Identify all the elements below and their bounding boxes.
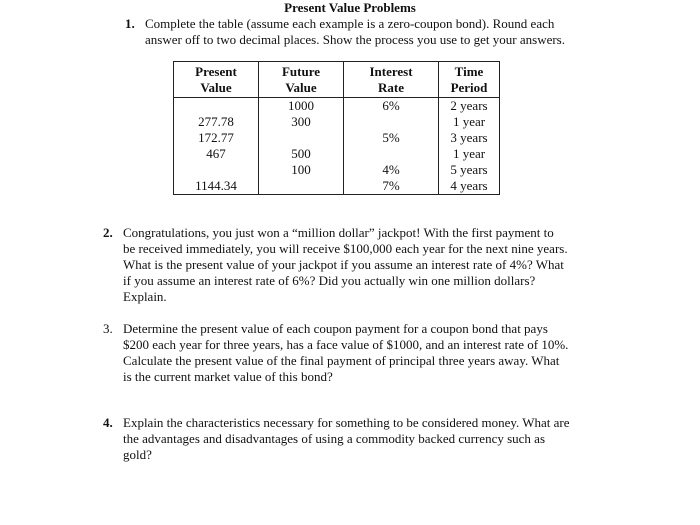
cell-time-period: 5 years — [439, 162, 500, 178]
question-4-line: Explain the characteristics necessary for something to be considered money. What are — [123, 415, 570, 430]
cell-time-period: 1 year — [439, 114, 500, 130]
table-row — [174, 114, 500, 130]
table-row — [174, 162, 500, 178]
cell-interest-rate — [344, 114, 439, 130]
question-1-line-1: Complete the table (assume each example is a zero-coupon bond). Round each — [145, 16, 555, 31]
cell-present-value: 277.78 — [174, 114, 259, 130]
cell-present-value — [174, 162, 259, 178]
cell-interest-rate: 4% — [344, 162, 439, 178]
cell-time-period: 4 years — [439, 178, 500, 195]
question-3-number: 3. — [103, 321, 113, 336]
header-time-period: Time Period — [439, 62, 500, 98]
header-interest-rate: Interest Rate — [344, 62, 439, 98]
page-title: Present Value Problems — [284, 0, 416, 15]
cell-time-period: 2 years — [439, 98, 500, 115]
cell-interest-rate — [344, 146, 439, 162]
cell-present-value: 172.77 — [174, 130, 259, 146]
cell-time-period: 1 year — [439, 146, 500, 162]
header-future-value: Future Value — [259, 62, 344, 98]
table-row — [174, 130, 500, 146]
question-3-line: is the current market value of this bond? — [123, 369, 333, 384]
cell-present-value: 1144.34 — [174, 178, 259, 195]
question-2-line: be received immediately, you will receive $100,000 each year for the next nine years. — [123, 241, 568, 256]
cell-future-value: 1000 — [259, 98, 344, 115]
table-row — [174, 98, 500, 115]
question-1-number: 1. — [125, 16, 135, 31]
question-1-line-2: answer off to two decimal places. Show the process you use to get your answers. — [145, 32, 565, 47]
cell-future-value: 100 — [259, 162, 344, 178]
cell-interest-rate: 6% — [344, 98, 439, 115]
question-2-line: Explain. — [123, 289, 167, 304]
question-3-line: $200 each year for three years, has a face value of $1000, and an interest rate of 10%. — [123, 337, 569, 352]
table-row — [174, 146, 500, 162]
question-4-number: 4. — [103, 415, 113, 430]
question-2-line: Congratulations, you just won a “million dollar” jackpot! With the first payment to — [123, 225, 554, 240]
cell-present-value — [174, 98, 259, 115]
question-4-line: gold? — [123, 447, 152, 462]
header-present-value: Present Value — [174, 62, 259, 98]
question-3-line: Calculate the present value of the final payment of principal three years away. What — [123, 353, 560, 368]
question-2-line: if you assume an interest rate of 6%? Did you actually win one million dollars? — [123, 273, 536, 288]
table-row — [174, 178, 500, 195]
cell-interest-rate: 7% — [344, 178, 439, 195]
question-3-line: Determine the present value of each coupon payment for a coupon bond that pays — [123, 321, 548, 336]
cell-time-period: 3 years — [439, 130, 500, 146]
cell-present-value: 467 — [174, 146, 259, 162]
question-2-line: What is the present value of your jackpot if you assume an interest rate of 4%? What — [123, 257, 564, 272]
cell-future-value: 500 — [259, 146, 344, 162]
cell-interest-rate: 5% — [344, 130, 439, 146]
cell-future-value: 300 — [259, 114, 344, 130]
table-header-row — [174, 62, 500, 98]
question-4-line: the advantages and disadvantages of using a commodity backed currency such as — [123, 431, 545, 446]
present-value-table — [173, 61, 500, 195]
cell-future-value — [259, 178, 344, 195]
question-2-number: 2. — [103, 225, 113, 240]
cell-future-value — [259, 130, 344, 146]
